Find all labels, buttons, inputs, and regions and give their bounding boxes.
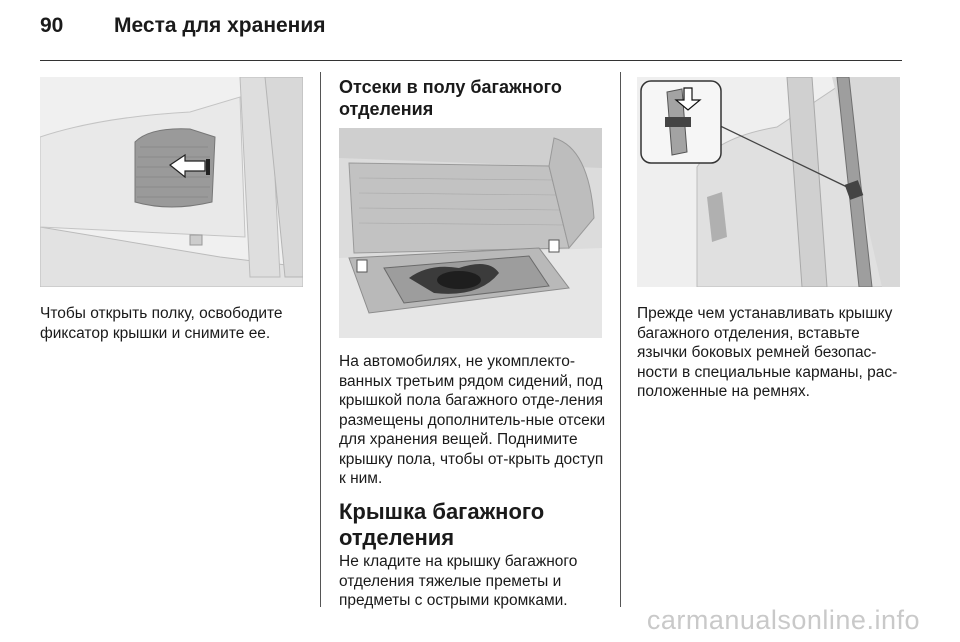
figure-seatbelt-pocket (637, 77, 900, 287)
col2-paragraph: На автомобилях, не укомплекто-ванных третьим рядом сидений, под крышкой пола багажного отде-ления размещены дополнитель-ные отсеки для хранения вещей. Поднимите крышку пола, чтобы от-крыть доступ к ним. (339, 353, 606, 487)
col2-paragraph2-block (339, 552, 609, 611)
figure-trunk-floor-compartments (339, 128, 602, 338)
col1-caption: Чтобы открыть полку, освободите фиксатор крышки и снимите ее. (40, 305, 283, 342)
trunk-floor-illustration (339, 128, 602, 338)
page-header (40, 14, 326, 38)
col3-paragraph-block (637, 304, 903, 402)
page-title: Места для хранения (114, 14, 326, 37)
trunk-side-panel-illustration (40, 77, 303, 287)
watermark: carmanualsonline.info (646, 605, 920, 635)
column-divider-2 (620, 72, 621, 607)
section-heading-floor-compartments: Отсеки в полу багажного отделения (339, 77, 562, 119)
col1-caption-block (40, 304, 308, 343)
seatbelt-illustration (637, 77, 900, 287)
column-divider-1 (320, 72, 321, 607)
header-rule (40, 60, 902, 61)
page-number: 90 (40, 14, 64, 37)
col3-paragraph: Прежде чем устанавливать крышку багажного отделения, вставьте язычки боковых ремней безопас-ности в специальные карманы, рас-положенные на ремнях. (637, 305, 898, 400)
col2-paragraph-block (339, 352, 609, 489)
figure-trunk-side-panel (40, 77, 303, 287)
section-heading-trunk-cover: Крышка багажного отделения (339, 499, 545, 550)
col2-paragraph2: Не кладите на крышку багажного отделения тяжелые преметы и предметы с острыми кромками. (339, 553, 578, 609)
